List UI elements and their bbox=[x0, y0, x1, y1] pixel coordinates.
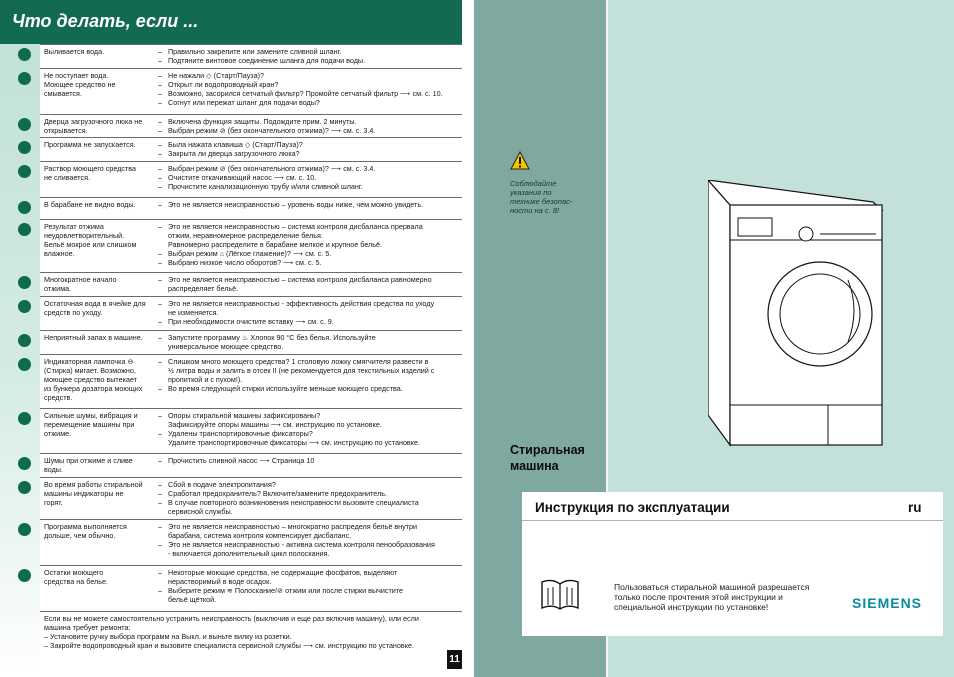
left-page bbox=[0, 0, 462, 677]
solution-cell bbox=[158, 568, 460, 604]
language-code: ru bbox=[908, 500, 922, 515]
table-row bbox=[40, 519, 462, 558]
solution-line: барабана, система контроля компенсирует дисбаланс. bbox=[168, 531, 352, 540]
problem-line: Неприятный запах в машине. bbox=[44, 333, 143, 342]
title-panel bbox=[522, 492, 943, 636]
table-row bbox=[40, 161, 462, 191]
table-row bbox=[40, 272, 462, 293]
problem-line: воды. bbox=[44, 465, 63, 474]
problem-cell bbox=[44, 522, 156, 540]
brand-logo: SIEMENS bbox=[852, 595, 923, 611]
page-title: Что делать, если ... bbox=[12, 11, 199, 31]
problem-line: машины индикаторы не bbox=[44, 489, 124, 498]
problem-cell bbox=[44, 71, 156, 98]
warning-line: ности на с. 8! bbox=[510, 206, 560, 215]
solution-line: – Опоры стиральной машины зафиксированы? bbox=[158, 411, 460, 420]
solution-line: – Выберите режим ≋ Полоскание/⊘ отжим или после стирки вычистите bbox=[158, 586, 460, 595]
table-row bbox=[40, 565, 462, 604]
solution-line: – Некоторые моющие средства, не содержащие фосфатов, выделяют bbox=[158, 568, 460, 577]
bullet-dot bbox=[18, 48, 31, 61]
solution-line: Равномерно распределите в барабане мелкое и крупное бельё. bbox=[168, 240, 382, 249]
product-name-line: Стиральная bbox=[510, 443, 585, 457]
solution-cell bbox=[158, 222, 460, 267]
solution-line: – Подтяните винтовое соединение шланга для подачи воды. bbox=[158, 56, 460, 65]
problem-cell bbox=[44, 117, 156, 135]
bullet-dot bbox=[18, 201, 31, 214]
problem-cell bbox=[44, 164, 156, 182]
solution-line: – Прочистить сливной насос ⟶ Страница 10 bbox=[158, 456, 460, 465]
solution-line: бельё щёткой. bbox=[168, 595, 217, 604]
bullet-dot bbox=[18, 165, 31, 178]
footer-note bbox=[40, 611, 462, 652]
table-row bbox=[40, 453, 462, 474]
solution-line: – Выбран режим ⊘ (без окончательного отжима)? ⟶ см. с. 3.4. bbox=[158, 126, 460, 135]
problem-line: Программа выполняется bbox=[44, 522, 127, 531]
solution-cell bbox=[158, 117, 460, 135]
problem-cell bbox=[44, 333, 156, 342]
solution-line: не изменяется. bbox=[168, 308, 219, 317]
bullet-dot bbox=[18, 141, 31, 154]
manual-title: Инструкция по эксплуатации bbox=[535, 500, 730, 515]
washing-machine-illustration bbox=[708, 180, 888, 450]
solution-line: нерастворимый в воде осадок. bbox=[168, 577, 272, 586]
solution-line: – Возможно, засорился сетчатый фильтр? Промойте сетчатый фильтр ⟶ см. с. 10. bbox=[158, 89, 460, 98]
solution-line: - включается дополнительный цикл полоскания. bbox=[168, 549, 330, 558]
problem-line: Программа не запускается. bbox=[44, 140, 136, 149]
solution-line: – Выбрано низкое число оборотов? ⟶ см. с. 5. bbox=[158, 258, 460, 267]
notice-line: специальной инструкции по установке! bbox=[614, 602, 769, 612]
problem-cell bbox=[44, 480, 156, 507]
problem-line: Многократное начало bbox=[44, 275, 117, 284]
footer-line: машина требует ремонта: bbox=[44, 623, 131, 632]
table-row bbox=[40, 219, 462, 267]
solution-line: – Сбой в подаче электропитания? bbox=[158, 480, 460, 489]
problem-line: Выливается вода. bbox=[44, 47, 105, 56]
solution-line: – Сработал предохранитель? Включите/замените предохранитель. bbox=[158, 489, 460, 498]
solution-line: – Выбран режим ⊘ (без окончательного отжима)? ⟶ см. с. 3.4. bbox=[158, 164, 460, 173]
solution-cell bbox=[158, 411, 460, 447]
bullet-dot bbox=[18, 223, 31, 236]
problem-line: Не поступает вода. bbox=[44, 71, 109, 80]
problem-line: В барабане не видно воды. bbox=[44, 200, 136, 209]
table-row bbox=[40, 44, 462, 65]
bullet-dot bbox=[18, 412, 31, 425]
warning-triangle-icon bbox=[510, 151, 530, 171]
problem-line: Раствор моющего средства bbox=[44, 164, 137, 173]
problem-line: Во время работы стиральной bbox=[44, 480, 143, 489]
solution-line: – Не нажали ◇ (Старт/Пауза)? bbox=[158, 71, 460, 80]
bullet-dot bbox=[18, 481, 31, 494]
problem-line: перемещение машины при bbox=[44, 420, 135, 429]
solution-line: – Выбран режим ⌂ (Лёгкое глажение)? ⟶ см. с. 5. bbox=[158, 249, 460, 258]
bullet-dot bbox=[18, 118, 31, 131]
problem-cell bbox=[44, 456, 156, 474]
solution-line: – Правильно закрепите или замените сливной шланг. bbox=[158, 47, 460, 56]
warning-line: Соблюдайте bbox=[510, 179, 557, 188]
solution-line: пропиткой и с пухом!). bbox=[168, 375, 243, 384]
footer-line: – Установите ручку выбора программ на Выкл. и выньте вилку из розетки. bbox=[44, 632, 292, 641]
solution-line: – Это не является неисправностью - активна система контроля пенообразования bbox=[158, 540, 460, 549]
problem-line: не сливается. bbox=[44, 173, 90, 182]
solution-line: – Прочистите канализационную трубу и/или сливной шланг. bbox=[158, 182, 460, 191]
solution-line: – Запустите программу ♨ Хлопок 90 °C без белья. Используйте bbox=[158, 333, 460, 342]
problem-line: влажное. bbox=[44, 249, 75, 258]
solution-cell bbox=[158, 71, 460, 107]
bullet-dot bbox=[18, 523, 31, 536]
problem-line: Бельё мокрое или слишком bbox=[44, 240, 137, 249]
solution-line: – Это не является неисправностью – система контроля дисбаланса прервала bbox=[158, 222, 460, 231]
bullet-dot bbox=[18, 300, 31, 313]
solution-line: Зафиксируйте опоры машины ⟶ см. инструкцию по установке. bbox=[168, 420, 382, 429]
solution-line: – Удалены транспортировочные фиксаторы? bbox=[158, 429, 460, 438]
solution-cell bbox=[158, 299, 460, 326]
problem-line: моющее средство вытекает bbox=[44, 375, 137, 384]
solution-line: – Была нажата клавиша ◇ (Старт/Пауза)? bbox=[158, 140, 460, 149]
problem-line: Дверца загрузочного люка не bbox=[44, 117, 143, 126]
panel-divider bbox=[522, 520, 943, 521]
problem-line: (Стирка) мигает. Возможно, bbox=[44, 366, 136, 375]
problem-line: средств по уходу. bbox=[44, 308, 103, 317]
problem-line: средства на белье. bbox=[44, 577, 108, 586]
table-row bbox=[40, 354, 462, 402]
problem-line: дольше, чем обычно. bbox=[44, 531, 116, 540]
solution-line: – Это не является неисправностью – уровень воды ниже, чем можно увидеть. bbox=[158, 200, 460, 209]
solution-cell bbox=[158, 200, 460, 209]
problem-cell bbox=[44, 140, 156, 149]
solution-line: ½ литра воды и залить в отсек II (не рекомендуется для текстильных изделий с bbox=[168, 366, 435, 375]
solution-line: – Во время следующей стирки используйте меньше моющего средства. bbox=[158, 384, 460, 393]
problem-cell bbox=[44, 411, 156, 438]
safety-warning bbox=[510, 179, 586, 215]
problem-cell bbox=[44, 568, 156, 586]
notice-line: только после прочтения этой инструкции и bbox=[614, 592, 783, 602]
product-name-line: машина bbox=[510, 459, 559, 473]
solution-cell bbox=[158, 164, 460, 191]
footer-line: Если вы не можете самостоятельно устранить неисправность (выключив и еще раз включив машину), или если bbox=[44, 614, 419, 623]
problem-line: из бункера дозатора моющих bbox=[44, 384, 143, 393]
solution-cell bbox=[158, 357, 460, 393]
bullet-dot bbox=[18, 72, 31, 85]
product-name bbox=[510, 442, 610, 474]
solution-line: – Согнут или пережат шланг для подачи воды? bbox=[158, 98, 460, 107]
table-row bbox=[40, 114, 462, 135]
problem-cell bbox=[44, 357, 156, 402]
solution-cell bbox=[158, 333, 460, 351]
solution-line: – Это не является неисправностью – система контроля дисбаланса равномерно bbox=[158, 275, 460, 284]
table-row bbox=[40, 330, 462, 351]
problem-line: Остаточная вода в ячейке для bbox=[44, 299, 146, 308]
solution-cell bbox=[158, 140, 460, 158]
solution-line: – Это не является неисправностью – многократно распределя бельё внутри bbox=[158, 522, 460, 531]
problem-line: Остатки моющего bbox=[44, 568, 104, 577]
solution-cell bbox=[158, 275, 460, 293]
solution-line: отжим, неравномерное распределение белья. bbox=[168, 231, 323, 240]
problem-line: Индикаторная лампочка ⊖ bbox=[44, 357, 134, 366]
solution-cell bbox=[158, 480, 460, 516]
problem-line: Результат отжима bbox=[44, 222, 104, 231]
problem-line: Сильные шумы, вибрация и bbox=[44, 411, 138, 420]
problem-cell bbox=[44, 222, 156, 258]
problem-line: горят. bbox=[44, 498, 63, 507]
problem-line: неудовлетворительный. bbox=[44, 231, 125, 240]
table-row bbox=[40, 296, 462, 326]
solution-line: – Открыт ли водопроводный кран? bbox=[158, 80, 460, 89]
problem-line: смывается. bbox=[44, 89, 82, 98]
usage-notice bbox=[614, 582, 834, 612]
bullet-dot bbox=[18, 569, 31, 582]
solution-cell bbox=[158, 522, 460, 558]
table-row bbox=[40, 477, 462, 516]
table-row bbox=[40, 197, 462, 209]
problem-cell bbox=[44, 275, 156, 293]
solution-line: – В случае повторного возникновения неисправности вызовите специалиста bbox=[158, 498, 460, 507]
table-row bbox=[40, 68, 462, 107]
solution-line: – При необходимости очистите вставку ⟶ см. с. 9. bbox=[158, 317, 460, 326]
problem-line: открывается. bbox=[44, 126, 88, 135]
page-number: 11 bbox=[447, 650, 462, 669]
bullet-dot bbox=[18, 457, 31, 470]
page-header bbox=[0, 0, 462, 44]
footer-line: – Закройте водопроводный кран и вызовите специалиста сервисной службы ⟶ см. инструкцию по установке. bbox=[44, 641, 414, 650]
table-row bbox=[40, 137, 462, 158]
notice-line: Пользоваться стиральной машиной разрешается bbox=[614, 582, 810, 592]
problem-line: отжиме. bbox=[44, 429, 72, 438]
solution-line: Удалите транспортировочные фиксаторы ⟶ см. инструкцию по установке. bbox=[168, 438, 420, 447]
bullet-dot bbox=[18, 334, 31, 347]
problem-line: отжима. bbox=[44, 284, 72, 293]
solution-line: распределяет бельё. bbox=[168, 284, 239, 293]
solution-line: – Включена функция защиты. Подождите прим. 2 минуты. bbox=[158, 117, 460, 126]
problem-line: средств. bbox=[44, 393, 73, 402]
book-icon bbox=[538, 578, 582, 612]
bullet-dot bbox=[18, 358, 31, 371]
problem-line: Шумы при отжиме и сливе bbox=[44, 456, 133, 465]
problem-cell bbox=[44, 200, 156, 209]
solution-line: – Это не является неисправностью - эффективность действия средства по уходу bbox=[158, 299, 460, 308]
solution-line: сервисной службы. bbox=[168, 507, 233, 516]
warning-line: указания по bbox=[510, 188, 552, 197]
problem-line: Моющее средство не bbox=[44, 80, 116, 89]
problem-cell bbox=[44, 47, 156, 56]
solution-line: – Очистите откачивающий насос ⟶ см. с. 10. bbox=[158, 173, 460, 182]
warning-line: технике безопас- bbox=[510, 197, 573, 206]
solution-cell bbox=[158, 47, 460, 65]
table-row bbox=[40, 408, 462, 447]
problem-cell bbox=[44, 299, 156, 317]
bullet-dot bbox=[18, 276, 31, 289]
solution-line: – Слишком много моющего средства? 1 столовую ложку смягчителя развести в bbox=[158, 357, 460, 366]
solution-line: универсальное моющее средство. bbox=[168, 342, 284, 351]
solution-cell bbox=[158, 456, 460, 465]
solution-line: – Закрыта ли дверца загрузочного люка? bbox=[158, 149, 460, 158]
